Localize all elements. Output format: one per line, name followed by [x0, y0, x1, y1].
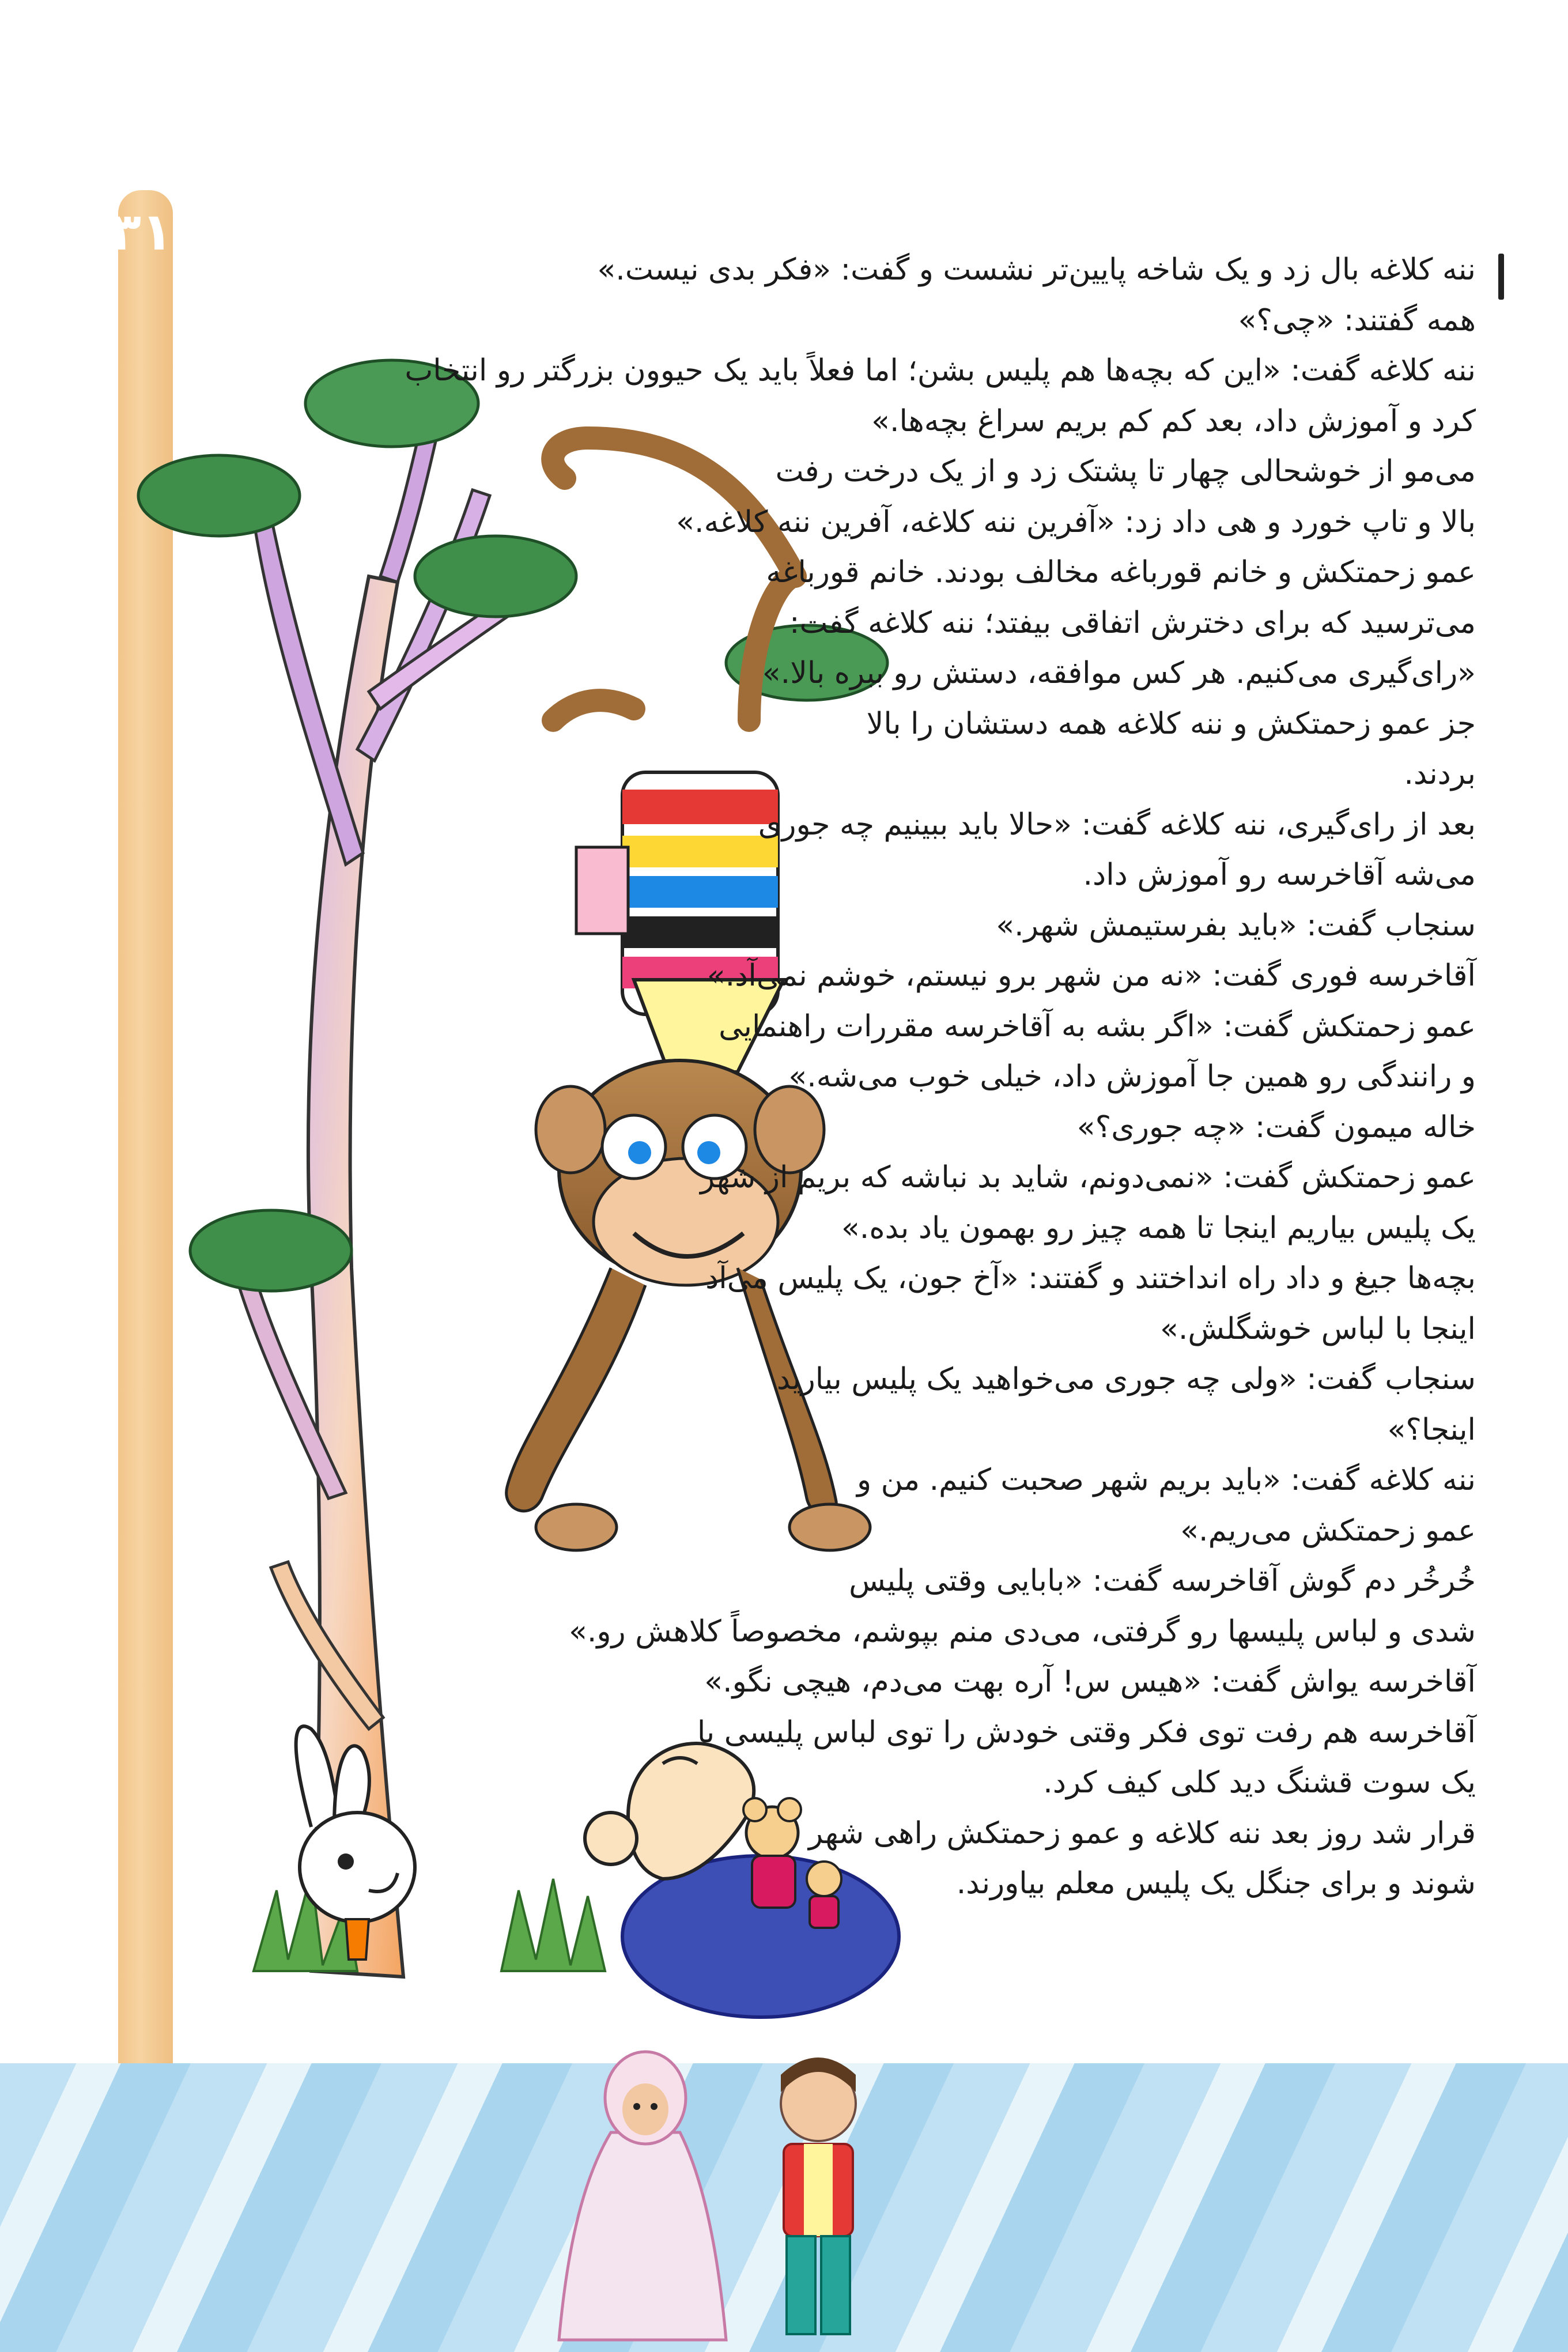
- story-line: بردند.: [1404, 757, 1476, 791]
- story-line: ننه کلاغه بال زد و یک شاخه پایین‌تر نشست و گفت: «فکر بدی نیست.»: [597, 252, 1476, 287]
- story-line: می‌مو از خوشحالی چهار تا پشتک زد و از یک درخت رفت: [775, 454, 1476, 489]
- story-line: عمو زحمتکش گفت: «نمی‌دونم، شاید بد نباشه که بریم از شهر: [700, 1160, 1476, 1195]
- story-line: آقاخرسه هم رفت توی فکر وقتی خودش را توی لباس پلیسی با: [697, 1715, 1476, 1750]
- story-line: ننه کلاغه گفت: «این که بچه‌ها هم پلیس بشن؛ اما فعلاً باید یک حیوون بزرگتر رو انتخاب: [405, 353, 1476, 388]
- story-line: شدی و لباس پلیسها رو گرفتی، می‌دی منم بپوشم، مخصوصاً کلاهش رو.»: [569, 1614, 1476, 1649]
- story-line: عمو زحمتکش و خانم قورباغه مخالف بودند. خانم قورباغه: [766, 555, 1476, 590]
- story-line: و رانندگی رو همین جا آموزش داد، خیلی خوب می‌شه.»: [788, 1059, 1476, 1094]
- story-line: ننه کلاغه گفت: «باید بریم شهر صحبت کنیم. من و: [857, 1463, 1476, 1497]
- story-line: بچه‌ها جیغ و داد راه انداختند و گفتند: «آخ جون، یک پلیس می‌آد: [705, 1261, 1476, 1296]
- story-line: بالا و تاپ خورد و هی داد زد: «آفرین ننه کلاغه، آفرین ننه کلاغه.»: [676, 504, 1476, 539]
- story-line: سنجاب گفت: «باید بفرستیمش شهر.»: [996, 908, 1476, 943]
- girl-doll-icon: [559, 2052, 726, 2340]
- story-text: [127, 245, 1476, 1909]
- story-line: قرار شد روز بعد ننه کلاغه و عمو زحمتکش راهی شهر: [808, 1815, 1476, 1851]
- story-line: شوند و برای جنگل یک پلیس معلم بیاورند.: [956, 1866, 1476, 1901]
- story-line: خُرخُر دم گوش آقاخرسه گفت: «بابایی وقتی پلیس: [849, 1564, 1476, 1598]
- story-line: یک پلیس بیاریم اینجا تا همه چیز رو بهمون یاد بده.»: [841, 1210, 1476, 1245]
- story-line: آقاخرسه یواش گفت: «هیس س! آره بهت می‌دم، هیچی نگو.»: [704, 1664, 1476, 1699]
- boy-doll-icon: [781, 2057, 856, 2334]
- story-line: سنجاب گفت: «ولی چه جوری می‌خواهید یک پلیس بیارید: [776, 1362, 1476, 1396]
- page-number: ۳۱: [109, 202, 173, 262]
- story-line: خاله میمون گفت: «چه جوری؟»: [1076, 1109, 1476, 1145]
- story-line: عمو زحمتکش گفت: «اگر بشه به آقاخرسه مقررات راهنمایی: [719, 1009, 1476, 1044]
- story-line: جز عمو زحمتکش و ننه کلاغه همه دستشان را بالا: [866, 706, 1476, 741]
- story-line: «رای‌گیری می‌کنیم. هر کس موافقه، دستش رو ببره بالا.»: [762, 656, 1476, 690]
- story-line: می‌شه آقاخرسه رو آموزش داد.: [1083, 858, 1476, 892]
- story-line: عمو زحمتکش می‌ریم.»: [1180, 1513, 1476, 1548]
- story-line: می‌ترسید که برای دخترش اتفاقی بیفتد؛ ننه کلاغه گفت:: [789, 605, 1476, 640]
- story-line: کرد و آموزش داد، بعد کم کم بریم سراغ بچه‌ها.»: [871, 403, 1476, 439]
- story-line: همه گفتند: «چی؟»: [1238, 303, 1476, 338]
- story-line: آقاخرسه فوری گفت: «نه من شهر برو نیستم، خوشم نمی‌آد.»: [706, 958, 1476, 993]
- story-line: بعد از رای‌گیری، ننه کلاغه گفت: «حالا باید ببینیم چه جوری: [758, 807, 1476, 842]
- story-line: اینجا با لباس خوشگلش.»: [1160, 1311, 1476, 1346]
- story-line: اینجا؟»: [1387, 1412, 1476, 1447]
- story-line: یک سوت قشنگ دید کلی کیف کرد.: [1043, 1765, 1476, 1800]
